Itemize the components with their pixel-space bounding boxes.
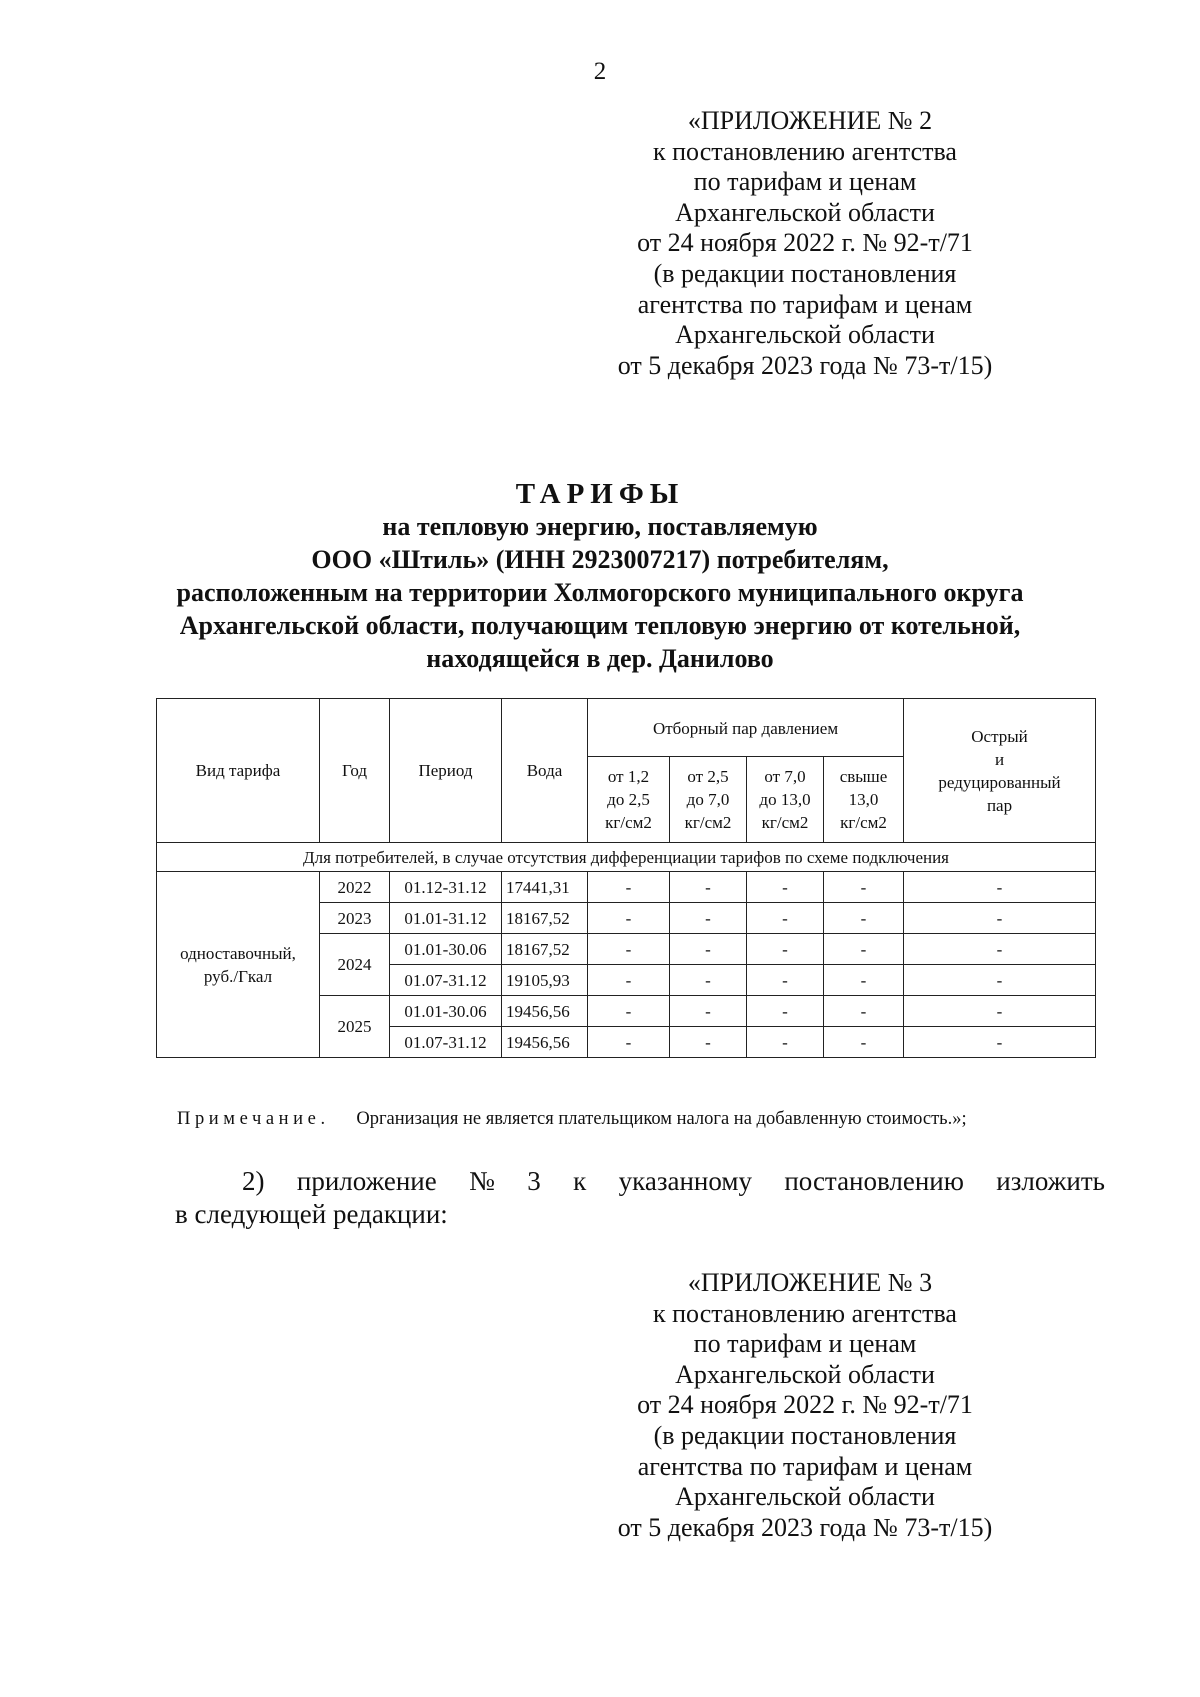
header-line: и: [994, 749, 1005, 769]
appendix-line: Архангельской области: [675, 1482, 935, 1512]
consumer-group-label: Для потребителей, в случае отсутствия дифференциации тарифов по схеме подключения: [157, 843, 1096, 872]
header-line: кг/см2: [605, 813, 652, 832]
header-tariff-type: Вид тарифа: [157, 699, 320, 843]
paragraph-line-2: в следующей редакции:: [175, 1199, 448, 1229]
header-line: кг/см2: [840, 813, 887, 832]
year-cell: 2023: [320, 903, 390, 934]
header-line: 13,0: [848, 790, 879, 809]
paragraph-word: к: [573, 1166, 587, 1196]
dash-cell: -: [824, 996, 904, 1027]
header-steam-3: [747, 757, 824, 843]
dash-cell: -: [904, 872, 1096, 903]
dash-cell: -: [747, 1027, 824, 1058]
appendix-line: к постановлению агентства: [653, 1298, 957, 1328]
tariff-name-cell: [157, 872, 320, 1058]
paragraph-word: №: [469, 1166, 495, 1196]
header-line: Острый: [971, 726, 1028, 746]
period-cell: 01.07-31.12: [390, 965, 502, 996]
dash-cell: -: [904, 903, 1096, 934]
dash-cell: -: [588, 965, 670, 996]
paragraph-word: изложить: [996, 1166, 1105, 1196]
dash-cell: -: [747, 872, 824, 903]
dash-cell: -: [747, 903, 824, 934]
header-period: Период: [390, 699, 502, 843]
dash-cell: -: [670, 903, 747, 934]
note-text: Организация не является плательщиком налога на добавленную стоимость.»;: [356, 1109, 967, 1129]
period-cell: 01.12-31.12: [390, 872, 502, 903]
paragraph-word: 3: [527, 1166, 541, 1196]
paragraph-word: указанному: [618, 1166, 752, 1196]
appendix-line: Архангельской области: [675, 1359, 935, 1389]
header-line: от 7,0: [764, 767, 806, 786]
water-cell: 19105,93: [502, 965, 588, 996]
appendix-line: (в редакции постановления: [653, 1420, 957, 1450]
dash-cell: -: [904, 934, 1096, 965]
appendix-line: Архангельской области: [675, 197, 935, 227]
dash-cell: -: [588, 872, 670, 903]
dash-cell: -: [670, 996, 747, 1027]
title-line: находящейся в дер. Данилово: [426, 644, 774, 673]
header-line: до 2,5: [607, 790, 650, 809]
appendix-line: от 24 ноября 2022 г. № 92-т/71: [637, 228, 973, 258]
header-steam-group: Отборный пар давлением: [588, 699, 904, 757]
header-steam-2: [670, 757, 747, 843]
dash-cell: -: [824, 1027, 904, 1058]
appendix-line: агентства по тарифам и ценам: [637, 289, 973, 319]
header-line: до 7,0: [686, 790, 730, 809]
dash-cell: -: [747, 965, 824, 996]
appendix-line: по тарифам и ценам: [693, 1329, 917, 1359]
water-cell: 19456,56: [502, 996, 588, 1027]
appendix-line: агентства по тарифам и ценам: [637, 1451, 973, 1481]
period-cell: 01.01-31.12: [390, 903, 502, 934]
year-cell: 2024: [320, 934, 390, 996]
dash-cell: -: [747, 934, 824, 965]
tariff-name-line: одноставочный,: [180, 943, 296, 963]
dash-cell: -: [670, 934, 747, 965]
header-line: от 2,5: [687, 767, 729, 786]
appendix-3-header: [545, 1268, 1065, 1543]
appendix-line: (в редакции постановления: [653, 258, 957, 288]
header-year: Год: [320, 699, 390, 843]
header-line: от 1,2: [607, 767, 650, 786]
header-line: свыше: [839, 767, 888, 786]
appendix-line: от 5 декабря 2023 года № 73-т/15): [617, 350, 993, 380]
dash-cell: -: [824, 903, 904, 934]
year-cell: 2025: [320, 996, 390, 1058]
appendix-line: по тарифам и ценам: [693, 167, 917, 197]
dash-cell: -: [824, 934, 904, 965]
appendix-line: «ПРИЛОЖЕНИЕ № 2: [687, 106, 933, 135]
title-line: ООО «Штиль» (ИНН 2923007217) потребителям,: [311, 545, 889, 574]
dash-cell: -: [904, 1027, 1096, 1058]
water-cell: 17441,31: [502, 872, 588, 903]
instruction-paragraph: [175, 1165, 1105, 1231]
dash-cell: -: [824, 965, 904, 996]
header-line: редуцированный: [938, 772, 1061, 792]
dash-cell: -: [904, 996, 1096, 1027]
paragraph-word: 2): [242, 1166, 265, 1196]
period-cell: 01.01-30.06: [390, 996, 502, 1027]
period-cell: 01.07-31.12: [390, 1027, 502, 1058]
dash-cell: -: [670, 872, 747, 903]
header-line: до 13,0: [759, 790, 811, 809]
dash-cell: -: [670, 965, 747, 996]
dash-cell: -: [588, 903, 670, 934]
header-line: кг/см2: [684, 813, 732, 832]
appendix-line: «ПРИЛОЖЕНИЕ № 3: [687, 1268, 933, 1297]
header-line: пар: [986, 795, 1013, 815]
table-row: [157, 872, 1096, 903]
title-main: ТАРИФЫ: [515, 478, 685, 510]
dash-cell: -: [588, 1027, 670, 1058]
title-line: расположенным на территории Холмогорского муниципального округа: [176, 578, 1024, 607]
appendix-line: от 24 ноября 2022 г. № 92-т/71: [637, 1390, 973, 1420]
paragraph-word: приложение: [296, 1166, 437, 1196]
header-steam-1: [588, 757, 670, 843]
dash-cell: -: [588, 996, 670, 1027]
dash-cell: -: [904, 965, 1096, 996]
dash-cell: -: [747, 996, 824, 1027]
page-number: 2: [593, 58, 607, 85]
paragraph-line-1: [175, 1165, 1105, 1198]
header-line: кг/см2: [761, 813, 809, 832]
table-note: [177, 1109, 967, 1130]
paragraph-word: постановлению: [784, 1166, 964, 1196]
appendix-2-header: [545, 106, 1065, 381]
appendix-line: Архангельской области: [675, 320, 935, 350]
appendix-line: от 5 декабря 2023 года № 73-т/15): [617, 1512, 993, 1542]
dash-cell: -: [824, 872, 904, 903]
dash-cell: -: [670, 1027, 747, 1058]
dash-cell: -: [588, 934, 670, 965]
header-steam-4: [824, 757, 904, 843]
tariff-table: [156, 698, 1096, 1058]
note-label: Примечание.: [177, 1109, 330, 1129]
header-water: Вода: [502, 699, 588, 843]
water-cell: 19456,56: [502, 1027, 588, 1058]
appendix-line: к постановлению агентства: [653, 136, 957, 166]
document-title: [80, 478, 1120, 675]
title-line: Архангельской области, получающим тепловую энергию от котельной,: [179, 611, 1021, 640]
year-cell: 2022: [320, 872, 390, 903]
tariff-name-line: руб./Гкал: [203, 966, 273, 986]
header-sharp-steam: [904, 699, 1096, 843]
water-cell: 18167,52: [502, 934, 588, 965]
water-cell: 18167,52: [502, 903, 588, 934]
title-line: на тепловую энергию, поставляемую: [382, 512, 818, 541]
period-cell: 01.01-30.06: [390, 934, 502, 965]
